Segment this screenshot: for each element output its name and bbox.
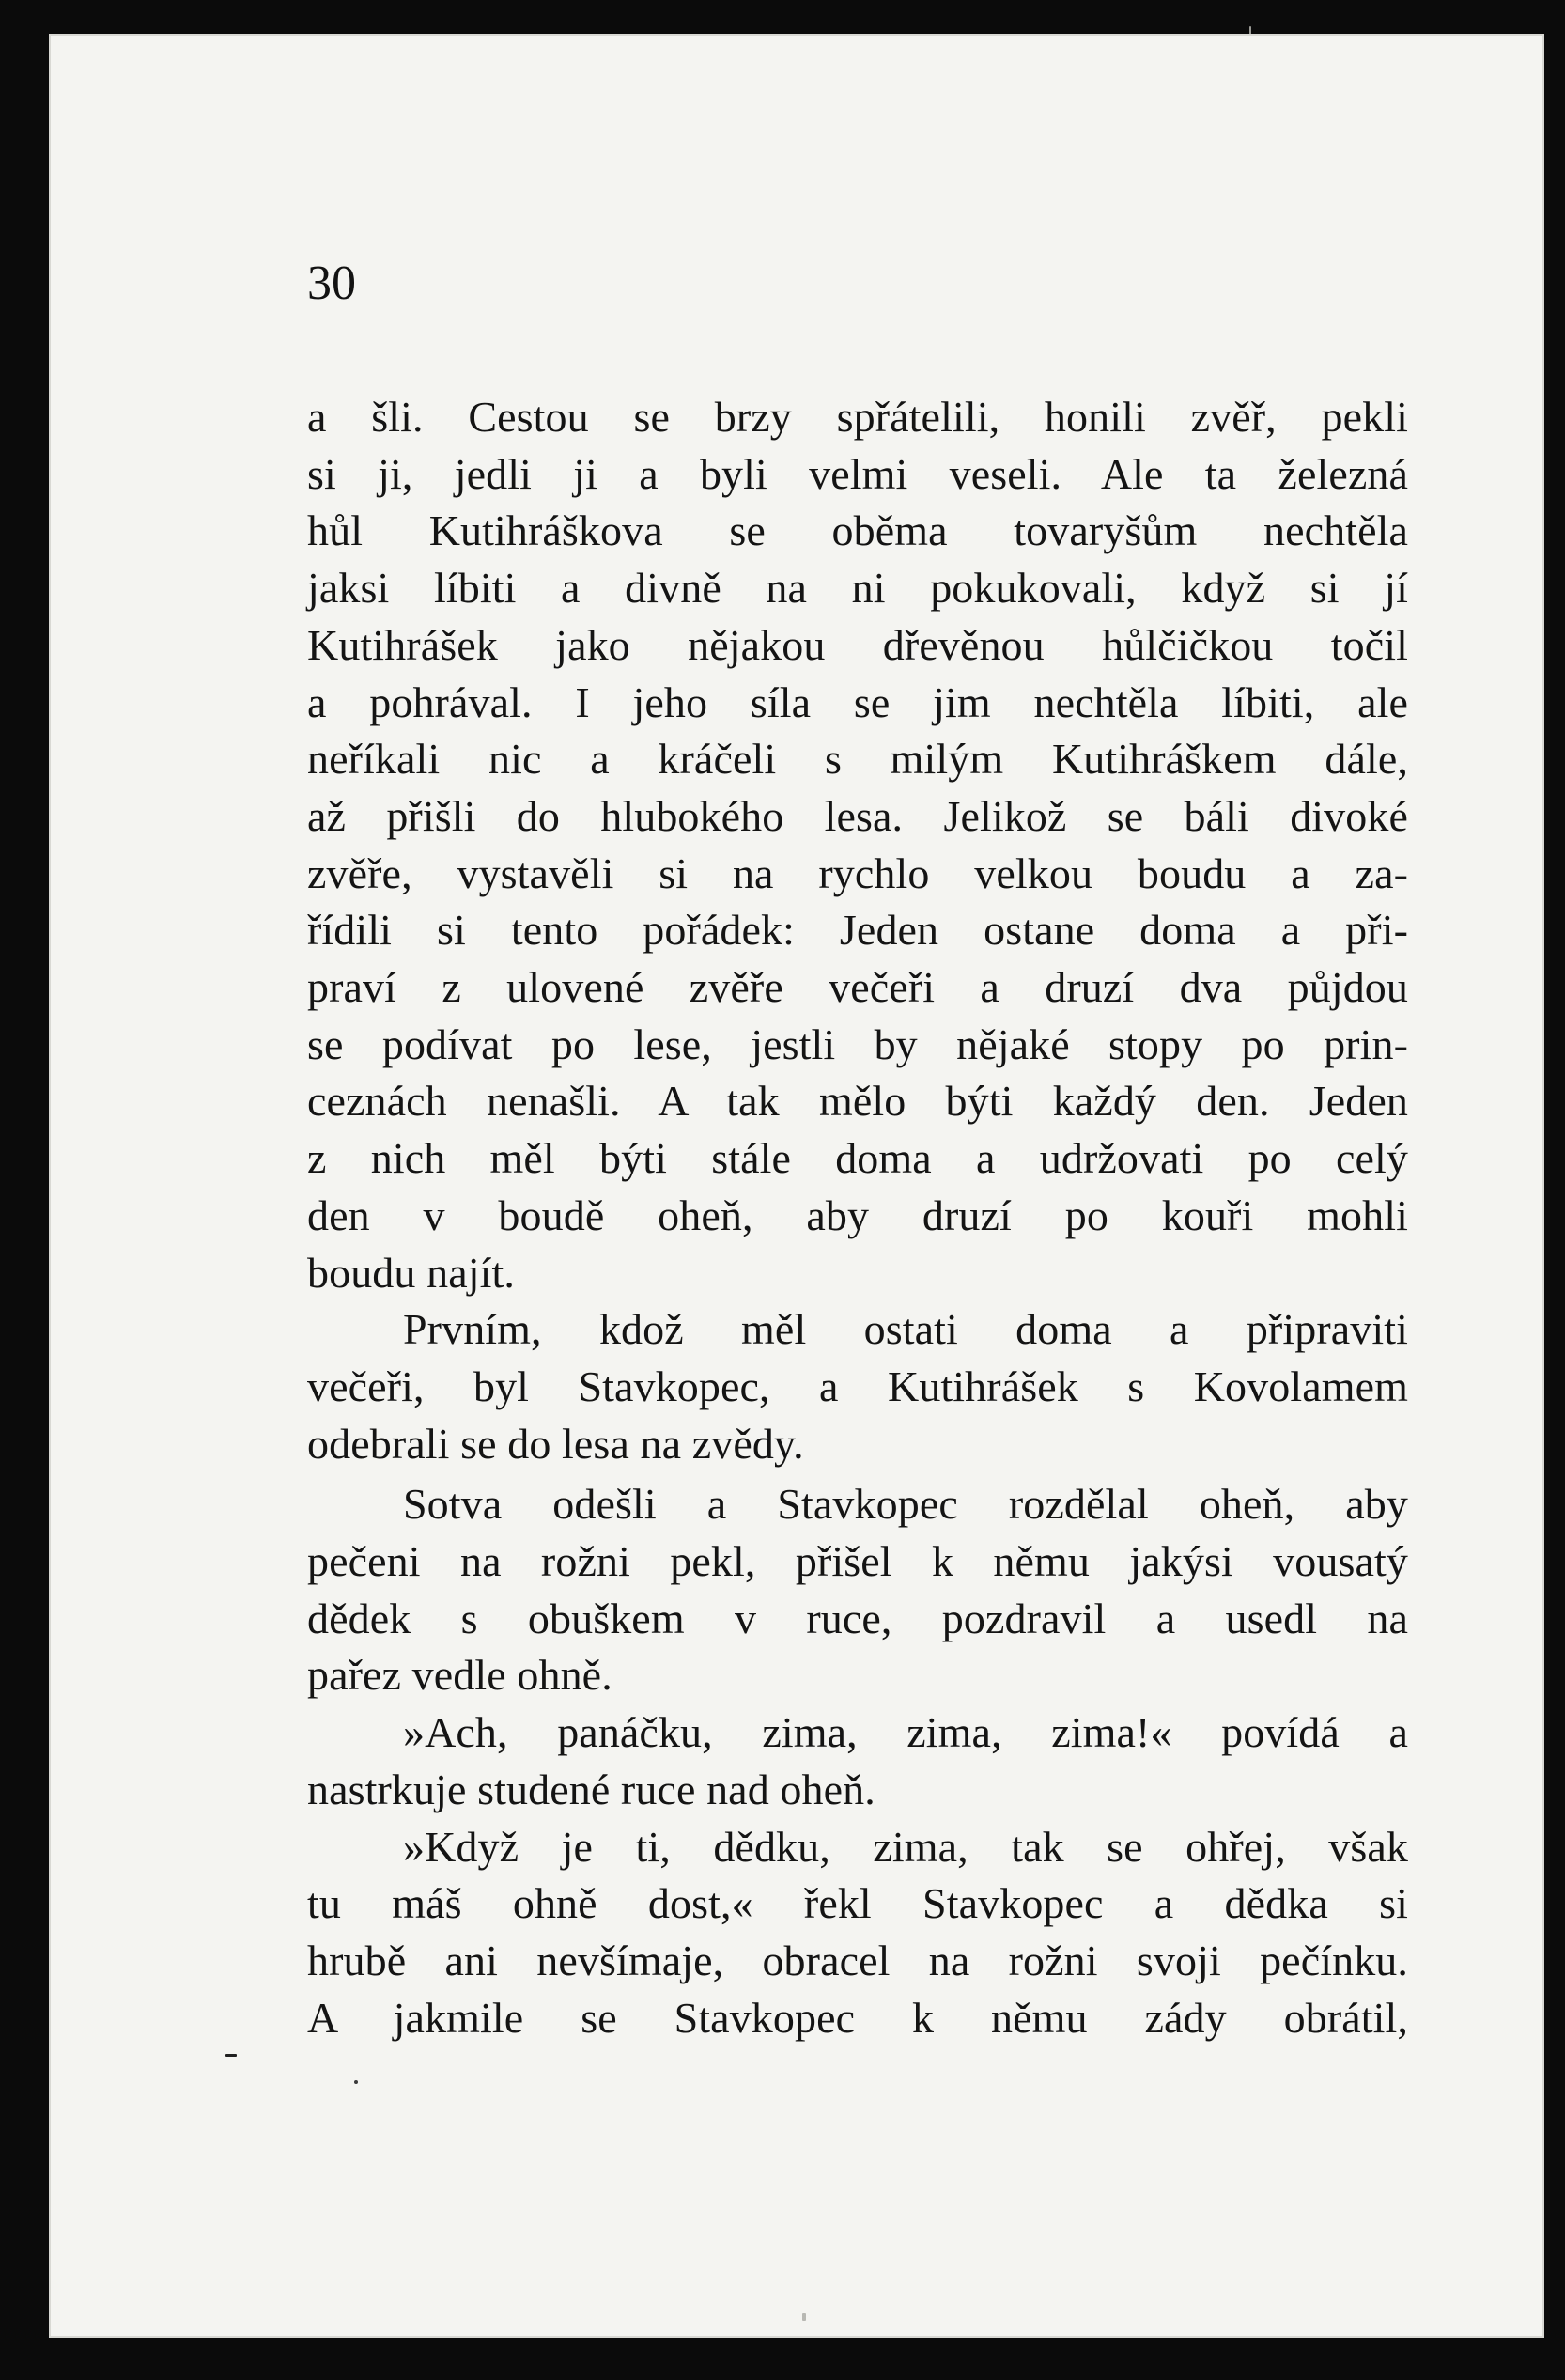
- text-line: pečeni na rožni pekl, přišel k němu jakýsi vousatý: [307, 1537, 1408, 1586]
- text-line: z nich měl býti stále doma a udržovati po celý: [307, 1134, 1408, 1183]
- text-line: boudu najít.: [307, 1248, 515, 1297]
- text-line: neříkali nic a kráčeli s milým Kutihráškem dále,: [307, 735, 1408, 784]
- text-line: ceznách nenašli. A tak mělo býti každý den. Jeden: [307, 1077, 1408, 1126]
- text-line: a pohrával. I jeho síla se jim nechtěla líbiti, ale: [307, 677, 1408, 726]
- scan-artifact-speck: [802, 2313, 806, 2321]
- text-line: Sotva odešli a Stavkopec rozdělal oheň, aby: [403, 1480, 1408, 1529]
- text-line: řídili si tento pořádek: Jeden ostane doma a při-: [307, 906, 1408, 955]
- text-line: hůl Kutihráškova se oběma tovaryšům nechtěla: [307, 506, 1408, 555]
- text-line: nastrkuje studené ruce nad oheň.: [307, 1765, 875, 1813]
- text-line: odebrali se do lesa na zvědy.: [307, 1419, 804, 1468]
- text-line: praví z ulovené zvěře večeři a druzí dva půjdou: [307, 963, 1408, 1012]
- text-line: zvěře, vystavěli si na rychlo velkou boudu a za-: [307, 848, 1408, 897]
- text-line: den v boudě oheň, aby druzí po kouři mohli: [307, 1190, 1408, 1239]
- page-text: [307, 389, 1408, 2046]
- book-page: [49, 34, 1544, 2338]
- page-number: 30: [307, 257, 356, 310]
- text-line: dědek s obuškem v ruce, pozdravil a usedl na: [307, 1594, 1408, 1642]
- text-line: jaksi líbiti a divně na ni pokukovali, když si jí: [307, 564, 1408, 613]
- text-line: »Ach, panáčku, zima, zima, zima!« povídá a: [403, 1708, 1408, 1757]
- scan-artifact-dot: [354, 2080, 358, 2084]
- text-line: Kutihrášek jako nějakou dřevěnou hůlčičkou točil: [307, 620, 1408, 669]
- text-line: se podívat po lese, jestli by nějaké stopy po prin-: [307, 1019, 1408, 1068]
- scan-artifact-dash: [225, 2054, 237, 2057]
- text-line: tu máš ohně dost,« řekl Stavkopec a dědka si: [307, 1879, 1408, 1928]
- text-line: Prvním, kdož měl ostati doma a připraviti: [403, 1305, 1408, 1354]
- text-line: a šli. Cestou se brzy spřátelili, honili zvěř, pekli: [307, 393, 1408, 441]
- text-line: až přišli do hlubokého lesa. Jelikož se báli divoké: [307, 791, 1408, 840]
- text-line: »Když je ti, dědku, zima, tak se ohřej, však: [403, 1822, 1408, 1871]
- text-line: večeři, byl Stavkopec, a Kutihrášek s Kovolamem: [307, 1361, 1408, 1410]
- text-line: pařez vedle ohně.: [307, 1651, 612, 1700]
- text-line: si ji, jedli ji a byli velmi veseli. Ale ta železná: [307, 449, 1408, 498]
- text-line: A jakmile se Stavkopec k němu zády obrátil,: [307, 1993, 1408, 2042]
- text-line: hrubě ani nevšímaje, obracel na rožni svoji pečínku.: [307, 1936, 1408, 1984]
